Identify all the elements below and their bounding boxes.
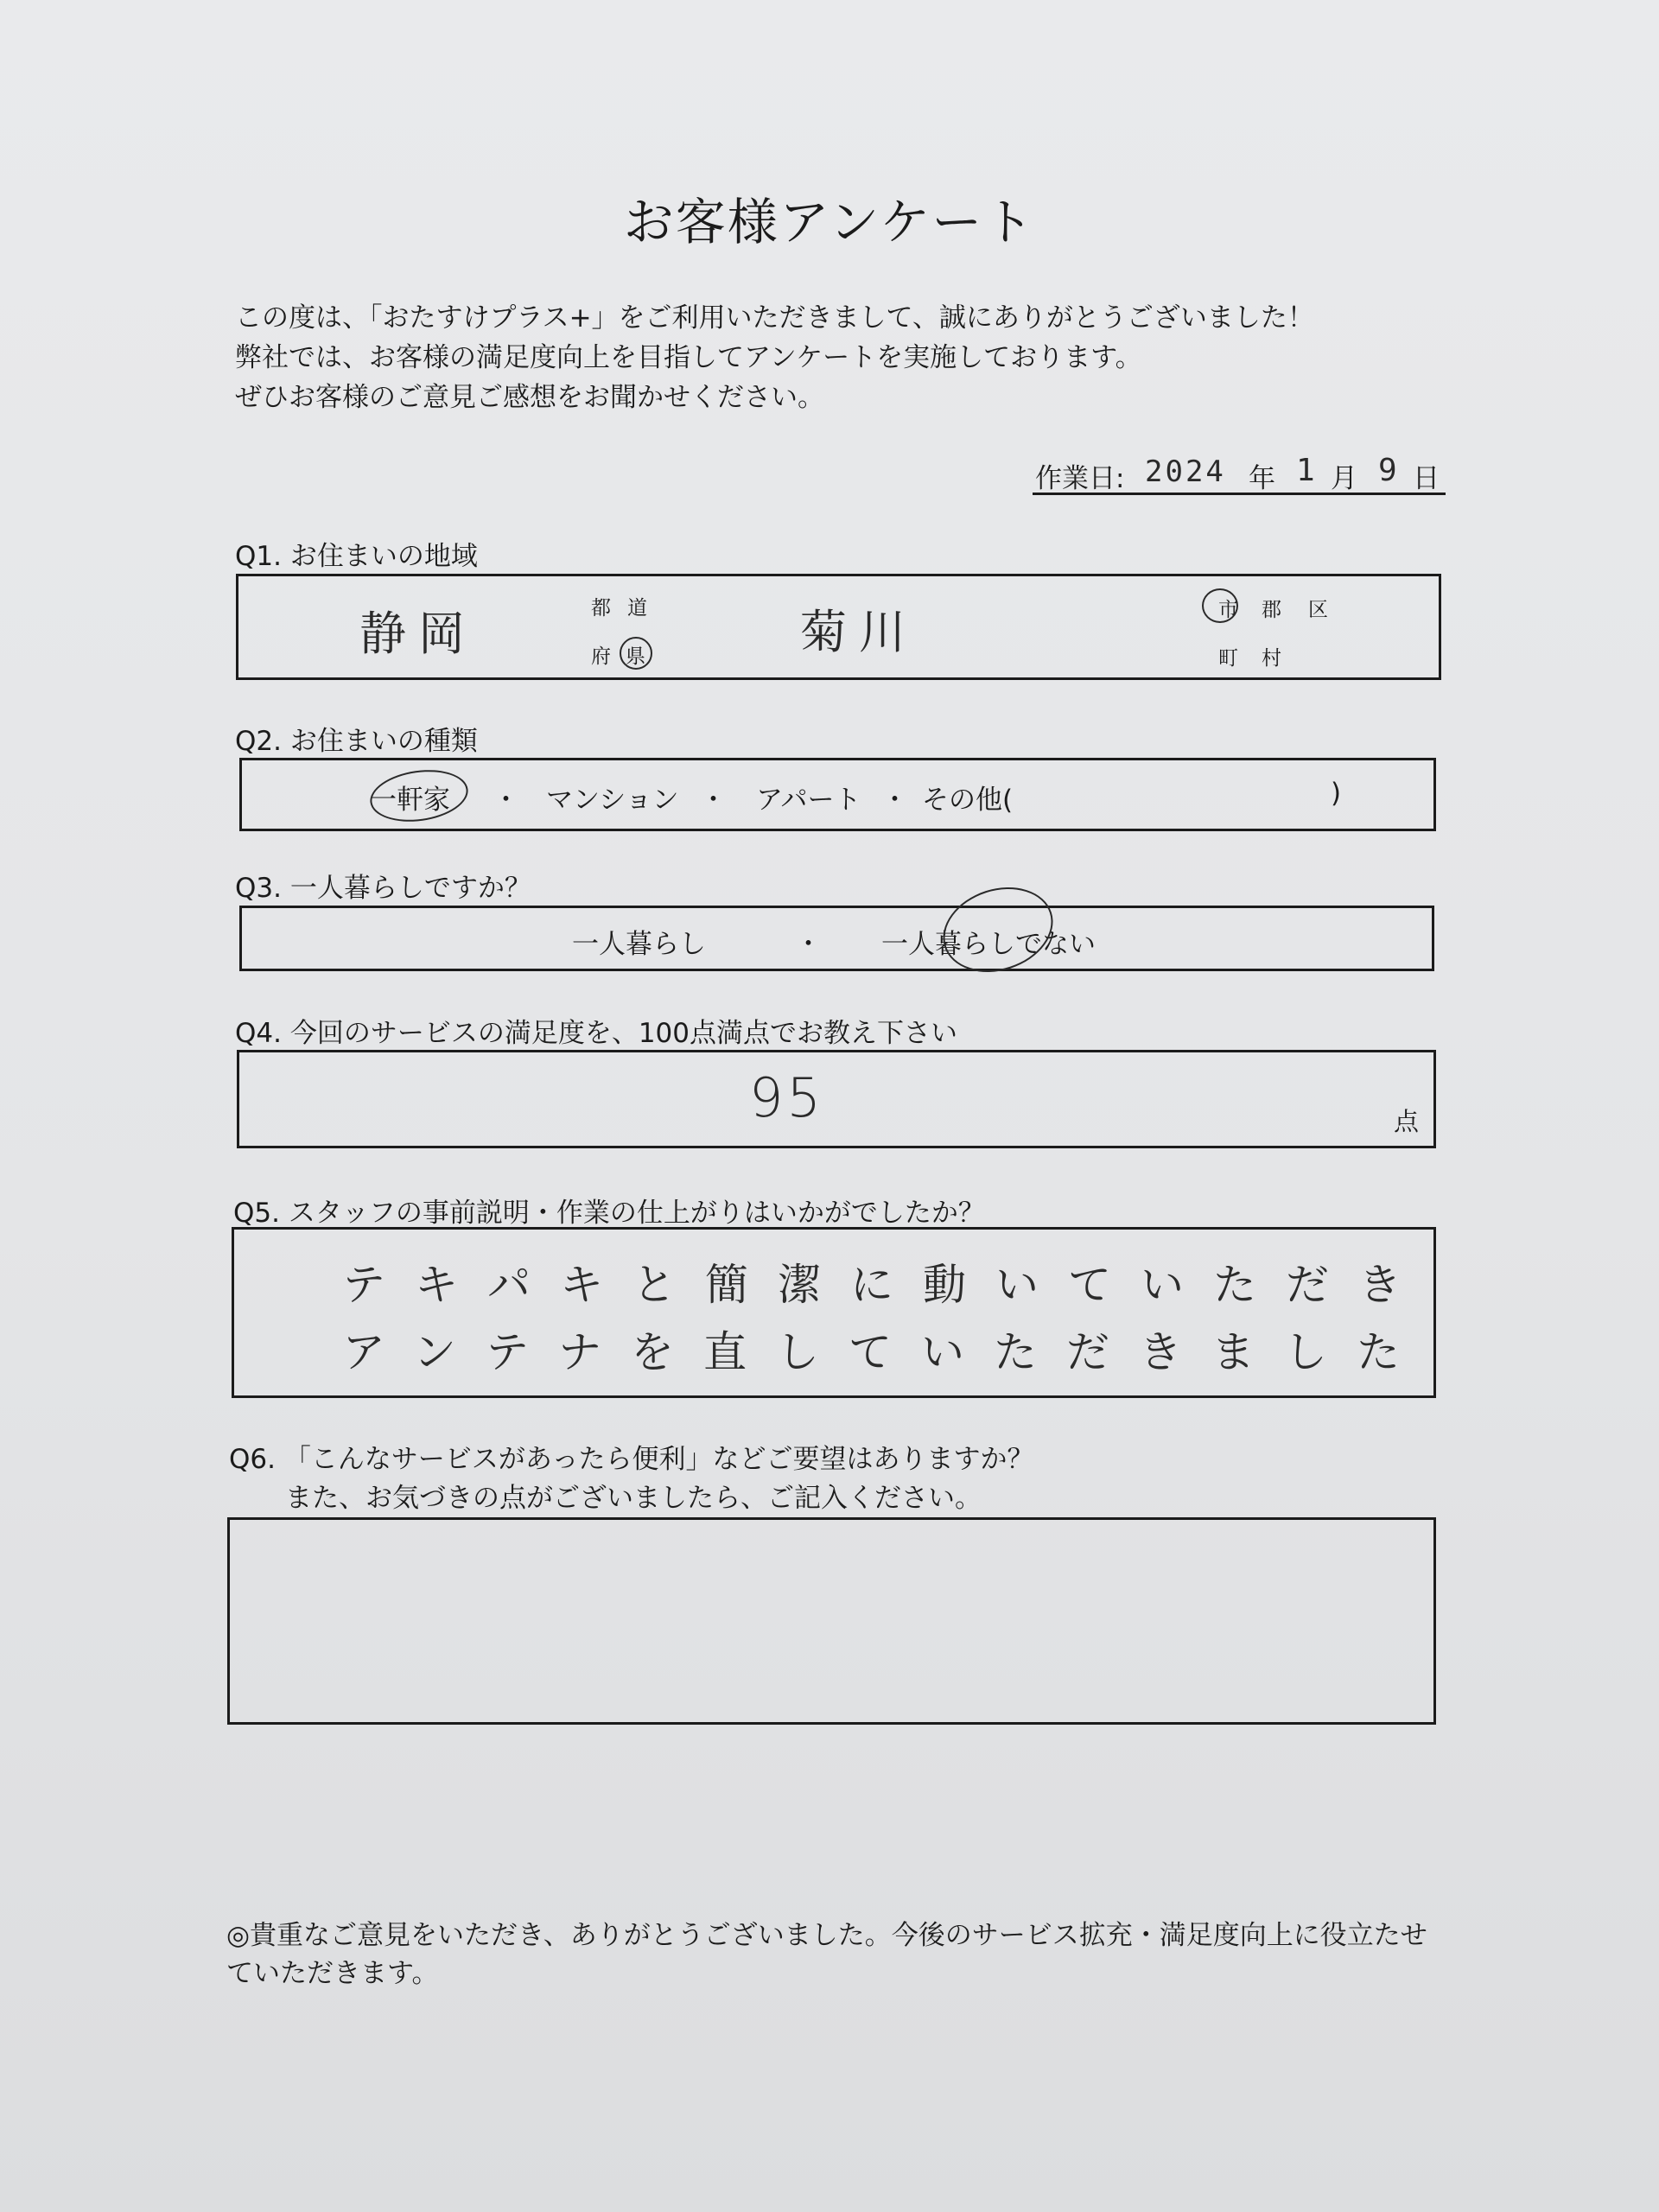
q3-label: Q3. 一人暮らしですか？ [235, 873, 531, 904]
separator: ・ [795, 929, 822, 960]
q1-prefecture: 静岡 [359, 607, 477, 661]
selection-circle-icon [1202, 588, 1238, 623]
separator: ・ [493, 785, 519, 816]
year-kanji: 年 [1249, 463, 1275, 494]
page-title: お客様アンケート [623, 193, 1036, 251]
city-option-ku: 区 [1308, 599, 1328, 621]
work-date-day[interactable]: 9 [1378, 453, 1397, 488]
q1-label: Q1. お住まいの地域 [235, 541, 478, 572]
q2-other-close-paren: ) [1331, 778, 1342, 809]
pref-option-fu: 府 [591, 645, 611, 668]
q2-label: Q2. お住まいの種類 [235, 726, 478, 757]
work-date [1033, 449, 1446, 495]
selection-circle-icon [620, 637, 652, 670]
day-kanji: 日 [1413, 463, 1440, 494]
separator: ・ [700, 785, 727, 816]
q2-option-mansion[interactable]: マンション [546, 785, 679, 816]
month-kanji: 月 [1331, 463, 1357, 494]
q5-answer-box[interactable] [232, 1227, 1436, 1398]
q4-label: Q4. 今回のサービスの満足度を、100点満点でお教え下さい [235, 1018, 957, 1049]
q5-answer-line: アンテナを直していただきました [342, 1327, 1429, 1377]
work-date-label: 作業日: [1035, 463, 1125, 494]
q3-answer-box[interactable] [239, 906, 1434, 971]
intro-text [235, 298, 1314, 417]
q2-option-house[interactable]: 一軒家 [370, 785, 450, 816]
pref-option-ken: 県 [626, 645, 645, 668]
q5-label: Q5. スタッフの事前説明・作業の仕上がりはいかがでしたか？ [233, 1198, 985, 1229]
work-date-month[interactable]: 1 [1296, 453, 1315, 488]
q4-unit: 点 [1394, 1107, 1420, 1136]
q1-answer-box[interactable] [236, 574, 1441, 680]
q4-score: 95 [749, 1066, 824, 1129]
intro-line: この度は、「おたすけプラス+」をご利用いただきまして、誠にありがとうございました！ [235, 302, 1314, 334]
footer-note: ◎貴重なご意見をいただき、ありがとうございました。今後のサービス拡充・満足度向上に役立たせていただきます。 [226, 1920, 1427, 1989]
city-option-gun: 郡 [1262, 599, 1281, 621]
city-option-machi: 町 [1218, 647, 1238, 670]
q6-label-sub: また、お気づきの点がございましたら、ご記入ください。 [285, 1483, 982, 1514]
intro-line: ぜひお客様のご意見ご感想をお聞かせください。 [235, 382, 824, 413]
q2-answer-box[interactable] [239, 758, 1436, 831]
q3-option-alone[interactable]: 一人暮らし [572, 929, 706, 960]
q4-answer-box[interactable] [237, 1050, 1436, 1148]
q6-answer-box[interactable] [227, 1517, 1436, 1725]
q3-option-not-alone[interactable]: 一人暮らしでない [881, 929, 1096, 960]
pref-option-to: 都 [591, 597, 611, 620]
q2-option-apartment[interactable]: アパート [756, 785, 861, 816]
separator: ・ [881, 785, 908, 816]
selection-circle-icon [367, 764, 472, 827]
q6-label: Q6. 「こんなサービスがあったら便利」などご要望はありますか？ [229, 1444, 1034, 1475]
pref-option-do: 道 [627, 597, 647, 620]
city-option-shi: 市 [1218, 599, 1238, 621]
work-date-year[interactable]: 2024 [1145, 454, 1226, 489]
q5-answer-line: テキパキと簡潔に動いていただき [342, 1260, 1431, 1310]
q1-city: 菊川 [800, 605, 918, 659]
q2-option-other[interactable]: その他( [922, 785, 1014, 816]
city-option-mura: 村 [1262, 647, 1281, 670]
intro-line: 弊社では、お客様の満足度向上を目指してアンケートを実施しております。 [235, 342, 1142, 373]
selection-circle-icon [932, 874, 1065, 986]
